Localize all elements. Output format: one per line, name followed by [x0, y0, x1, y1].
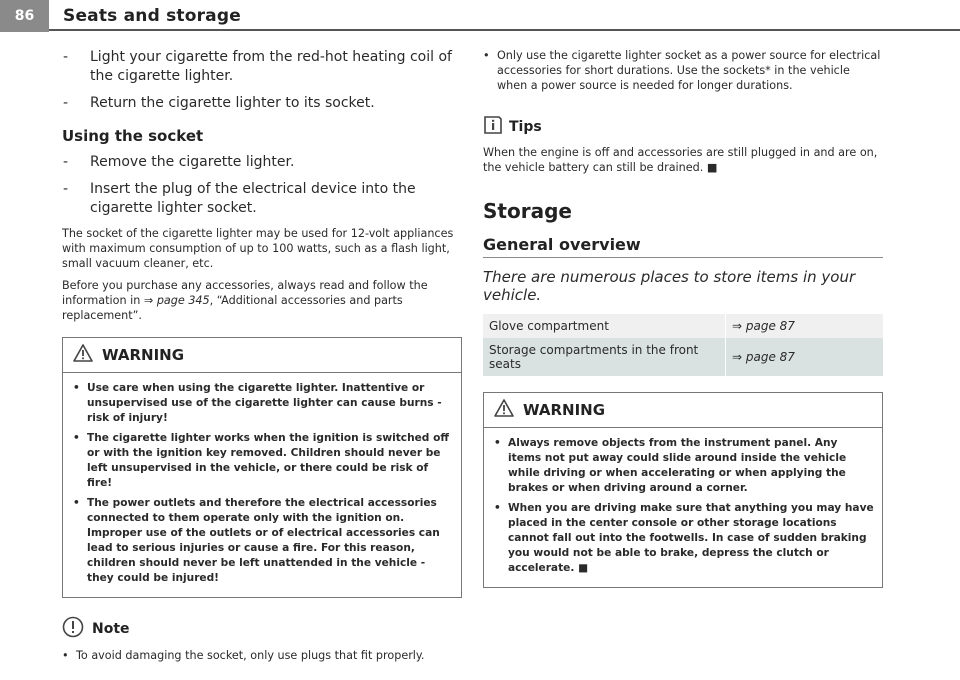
warning-item: • The power outlets and therefore the electrical accessories connected to them operate only with the ignition on. Improper use of the outlets or of electrical accessories can lead to serious injuries or cause a fire. For this reason, children should never be left unattended in the vehicle - they could be injured! [73, 497, 440, 584]
tips-text: When the engine is off and accessories are still plugged in and are on, the vehicle battery can still be drained. ■ [483, 146, 878, 174]
right-column [483, 48, 883, 588]
warning-header [484, 393, 882, 428]
warning-item: • Always remove objects from the instrument panel. Any items not put away could slide around inside the vehicle while driving or when accelerating or when applying the brakes or when driving around a corner. [494, 437, 847, 494]
warning-triangle-icon [494, 399, 514, 421]
end-mark: ■ [706, 161, 718, 174]
warning-box [62, 337, 462, 598]
socket-heading: Using the socket [62, 127, 204, 145]
table-cell-label: Glove compartment [483, 314, 726, 338]
warning-item: • The cigarette lighter works when the ignition is switched off or with the ignition key removed. Children should never be left unsupervised in the vehicle, or there could be risk of fire! [73, 432, 449, 489]
bullet-item: • Only use the cigarette lighter socket as a power source for electrical accessories for short durations. Use the sockets* in the vehicle when a power source is needed for longer durations. [483, 49, 881, 92]
table-row [483, 338, 883, 376]
table-cell-label: Storage compartments in the front seats [483, 338, 726, 376]
warning-title: WARNING [102, 346, 185, 364]
info-icon [483, 115, 503, 139]
note-circle-icon [62, 616, 84, 642]
note-item: • To avoid damaging the socket, only use plugs that fit properly. [62, 649, 425, 662]
warning-triangle-icon [73, 344, 93, 366]
step-item: - Light your cigarette from the red-hot heating coil of the cigarette lighter. [63, 49, 452, 84]
note-title: Note [92, 621, 130, 637]
step-item: - Remove the cigarette lighter. [63, 154, 295, 170]
end-mark: ■ [578, 562, 589, 574]
warning-item: • When you are driving make sure that anything you may have placed in the center console or other storage locations cannot fall out into the footwells. In case of sudden braking you would not be able to brake, depress the clutch or accelerate. ■ [494, 502, 874, 574]
body-paragraph: Before you purchase any accessories, always read and follow the information in ⇒ page 345, “Additional accessories and parts replacement”. [62, 279, 428, 322]
page-ref-link[interactable]: ⇒ page 87 [726, 338, 884, 376]
storage-ref-table [483, 314, 883, 376]
body-paragraph: The socket of the cigarette lighter may be used for 12-volt appliances with maximum consumption of up to 100 watts, such as a flash light, small vacuum cleaner, etc. [62, 227, 454, 270]
page-ref-link[interactable]: ⇒ page 87 [726, 314, 884, 338]
warning-title: WARNING [523, 401, 606, 419]
table-row [483, 314, 883, 338]
header-rule [49, 29, 960, 31]
tips-header [483, 115, 883, 139]
warning-header [63, 338, 461, 373]
step-item: - Insert the plug of the electrical device into the cigarette lighter socket. [63, 181, 416, 216]
tips-title: Tips [509, 119, 542, 135]
storage-heading: Storage [483, 199, 572, 223]
note-header [62, 616, 462, 642]
warning-item: • Use care when using the cigarette lighter. Inattentive or unsupervised use of the cigarette lighter can cause burns - risk of injury! [73, 382, 442, 424]
page-number: 86 [0, 0, 49, 32]
left-column [62, 48, 462, 663]
page-ref-link[interactable]: ⇒ page 345 [143, 294, 210, 307]
warning-body [484, 428, 882, 587]
warning-body [63, 373, 461, 597]
step-item: - Return the cigarette lighter to its socket. [63, 95, 375, 111]
general-overview-heading: General overview [483, 235, 883, 258]
warning-box [483, 392, 883, 588]
intro-text: There are numerous places to store items in your vehicle. [483, 268, 856, 304]
section-title: Seats and storage [63, 6, 241, 26]
